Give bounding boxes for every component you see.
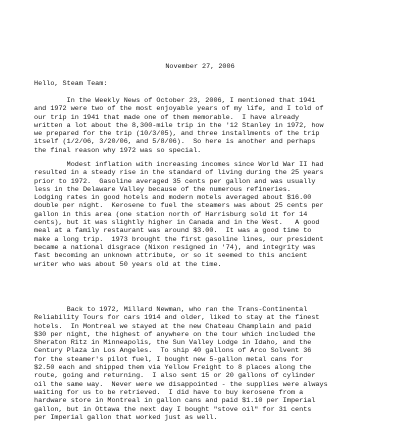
paragraph-line: gallon, but in Ottawa the next day I bought "stove oil" for 31 cents [34, 405, 312, 414]
paragraph-line: meal at a family restaurant was around $3.00. It was a good time to [34, 227, 312, 236]
paragraph-line: route, going and returning. I also sent 15 or 20 gallons of cylinder [34, 372, 316, 381]
paragraph-line: Sheraton Ritz in Minneapolis, the Sun Valley Lodge in Idaho, and the [34, 339, 312, 348]
paragraph-line: Century Plaza in Los Angeles. To ship 40 gallons of Arco Solvent 36 [34, 347, 312, 356]
letter-date: November 27, 2006 [165, 63, 235, 71]
paragraph-line: hardware store in Montreal in gallon cans and paid $1.10 per Imperial [34, 397, 316, 406]
paragraph-line: writer who was about 50 years old at the time. [34, 260, 222, 269]
paragraph-line: hotels. In Montreal we stayed at the new Chateau Champlain and paid [34, 322, 312, 331]
paragraph-line: Back to 1972, Millard Newman, who ran the Trans-Continental [34, 306, 308, 314]
paragraph-line: fast becoming an unknown attribute, or so it seemed to this ancient [34, 252, 308, 261]
paragraph-line: gallon in this area (one station north of Harrisburg sold it for 14 [34, 210, 308, 219]
paragraph [34, 161, 379, 269]
paragraph-line: Reliability Tours for cars 1914 and older, liked to stay at the finest [34, 314, 320, 323]
paragraph-line: double per night. Kerosene to fuel the steamers was about 25 cents per [34, 202, 324, 211]
paragraph-line: we prepared for the trip (10/3/05), and three installments of the trip [34, 130, 320, 139]
paragraph-line: resulted in a steady rise in the standard of living during the 25 years [34, 169, 324, 178]
paragraph-line: itself (1/2/06, 3/20/06, and 5/8/06). So here is another and perhaps [34, 138, 316, 147]
paragraph-line: the final reason why 1972 was so special. [34, 146, 202, 155]
paragraph-line: became a national disgrace (Nixon resigned in '74), and integrity was [34, 243, 316, 252]
salutation: Hello, Steam Team: [34, 80, 108, 88]
paragraph-line: written a lot about the 8,300-mile trip in the '12 Stanley in 1972, how [34, 121, 324, 130]
paragraph-line: less in the Delaware Valley because of the numerous refineries. [34, 185, 291, 194]
paragraph-line: $2.50 each and shipped them via Yellow Freight to 8 places along the [34, 364, 312, 373]
paragraph-line: waiting for us to be retrieved. I did have to buy kerosene from a [34, 388, 304, 397]
paragraph-line: In the Weekly News of October 23, 2006, I mentioned that 1941 [34, 97, 316, 105]
paragraph [34, 306, 379, 422]
paragraph-line: Modest inflation with increasing incomes since World War II had [34, 161, 324, 169]
paragraph-line: for the steamer's pilot fuel, I bought new 5-gallon metal cans for [34, 355, 304, 364]
paragraph-line: oil the same way. Never were we disappointed - the supplies were always [34, 380, 328, 389]
paragraph-line: cents), but it was slightly higher in Canada and in the West. A good [34, 219, 320, 228]
paragraph-line: make a long trip. 1973 brought the first gasoline lines, our president [34, 235, 324, 244]
paragraph [34, 97, 379, 155]
paragraph-line: Lodging rates in good hotels and modern motels averaged about $16.00 [34, 194, 312, 203]
paragraph-line: our trip in 1941 that made one of them memorable. I have already [34, 113, 300, 122]
paragraph-line: prior to 1972. Gasoline averaged 35 cents per gallon and was usually [34, 177, 316, 186]
paragraph-line: per Imperial gallon that worked just as well. [34, 413, 218, 422]
paragraph-line: and 1972 were two of the most enjoyable years of my life, and I told of [34, 105, 324, 114]
paragraph-line: $30 per night, the highest of anywhere on the tour which included the [34, 330, 316, 339]
